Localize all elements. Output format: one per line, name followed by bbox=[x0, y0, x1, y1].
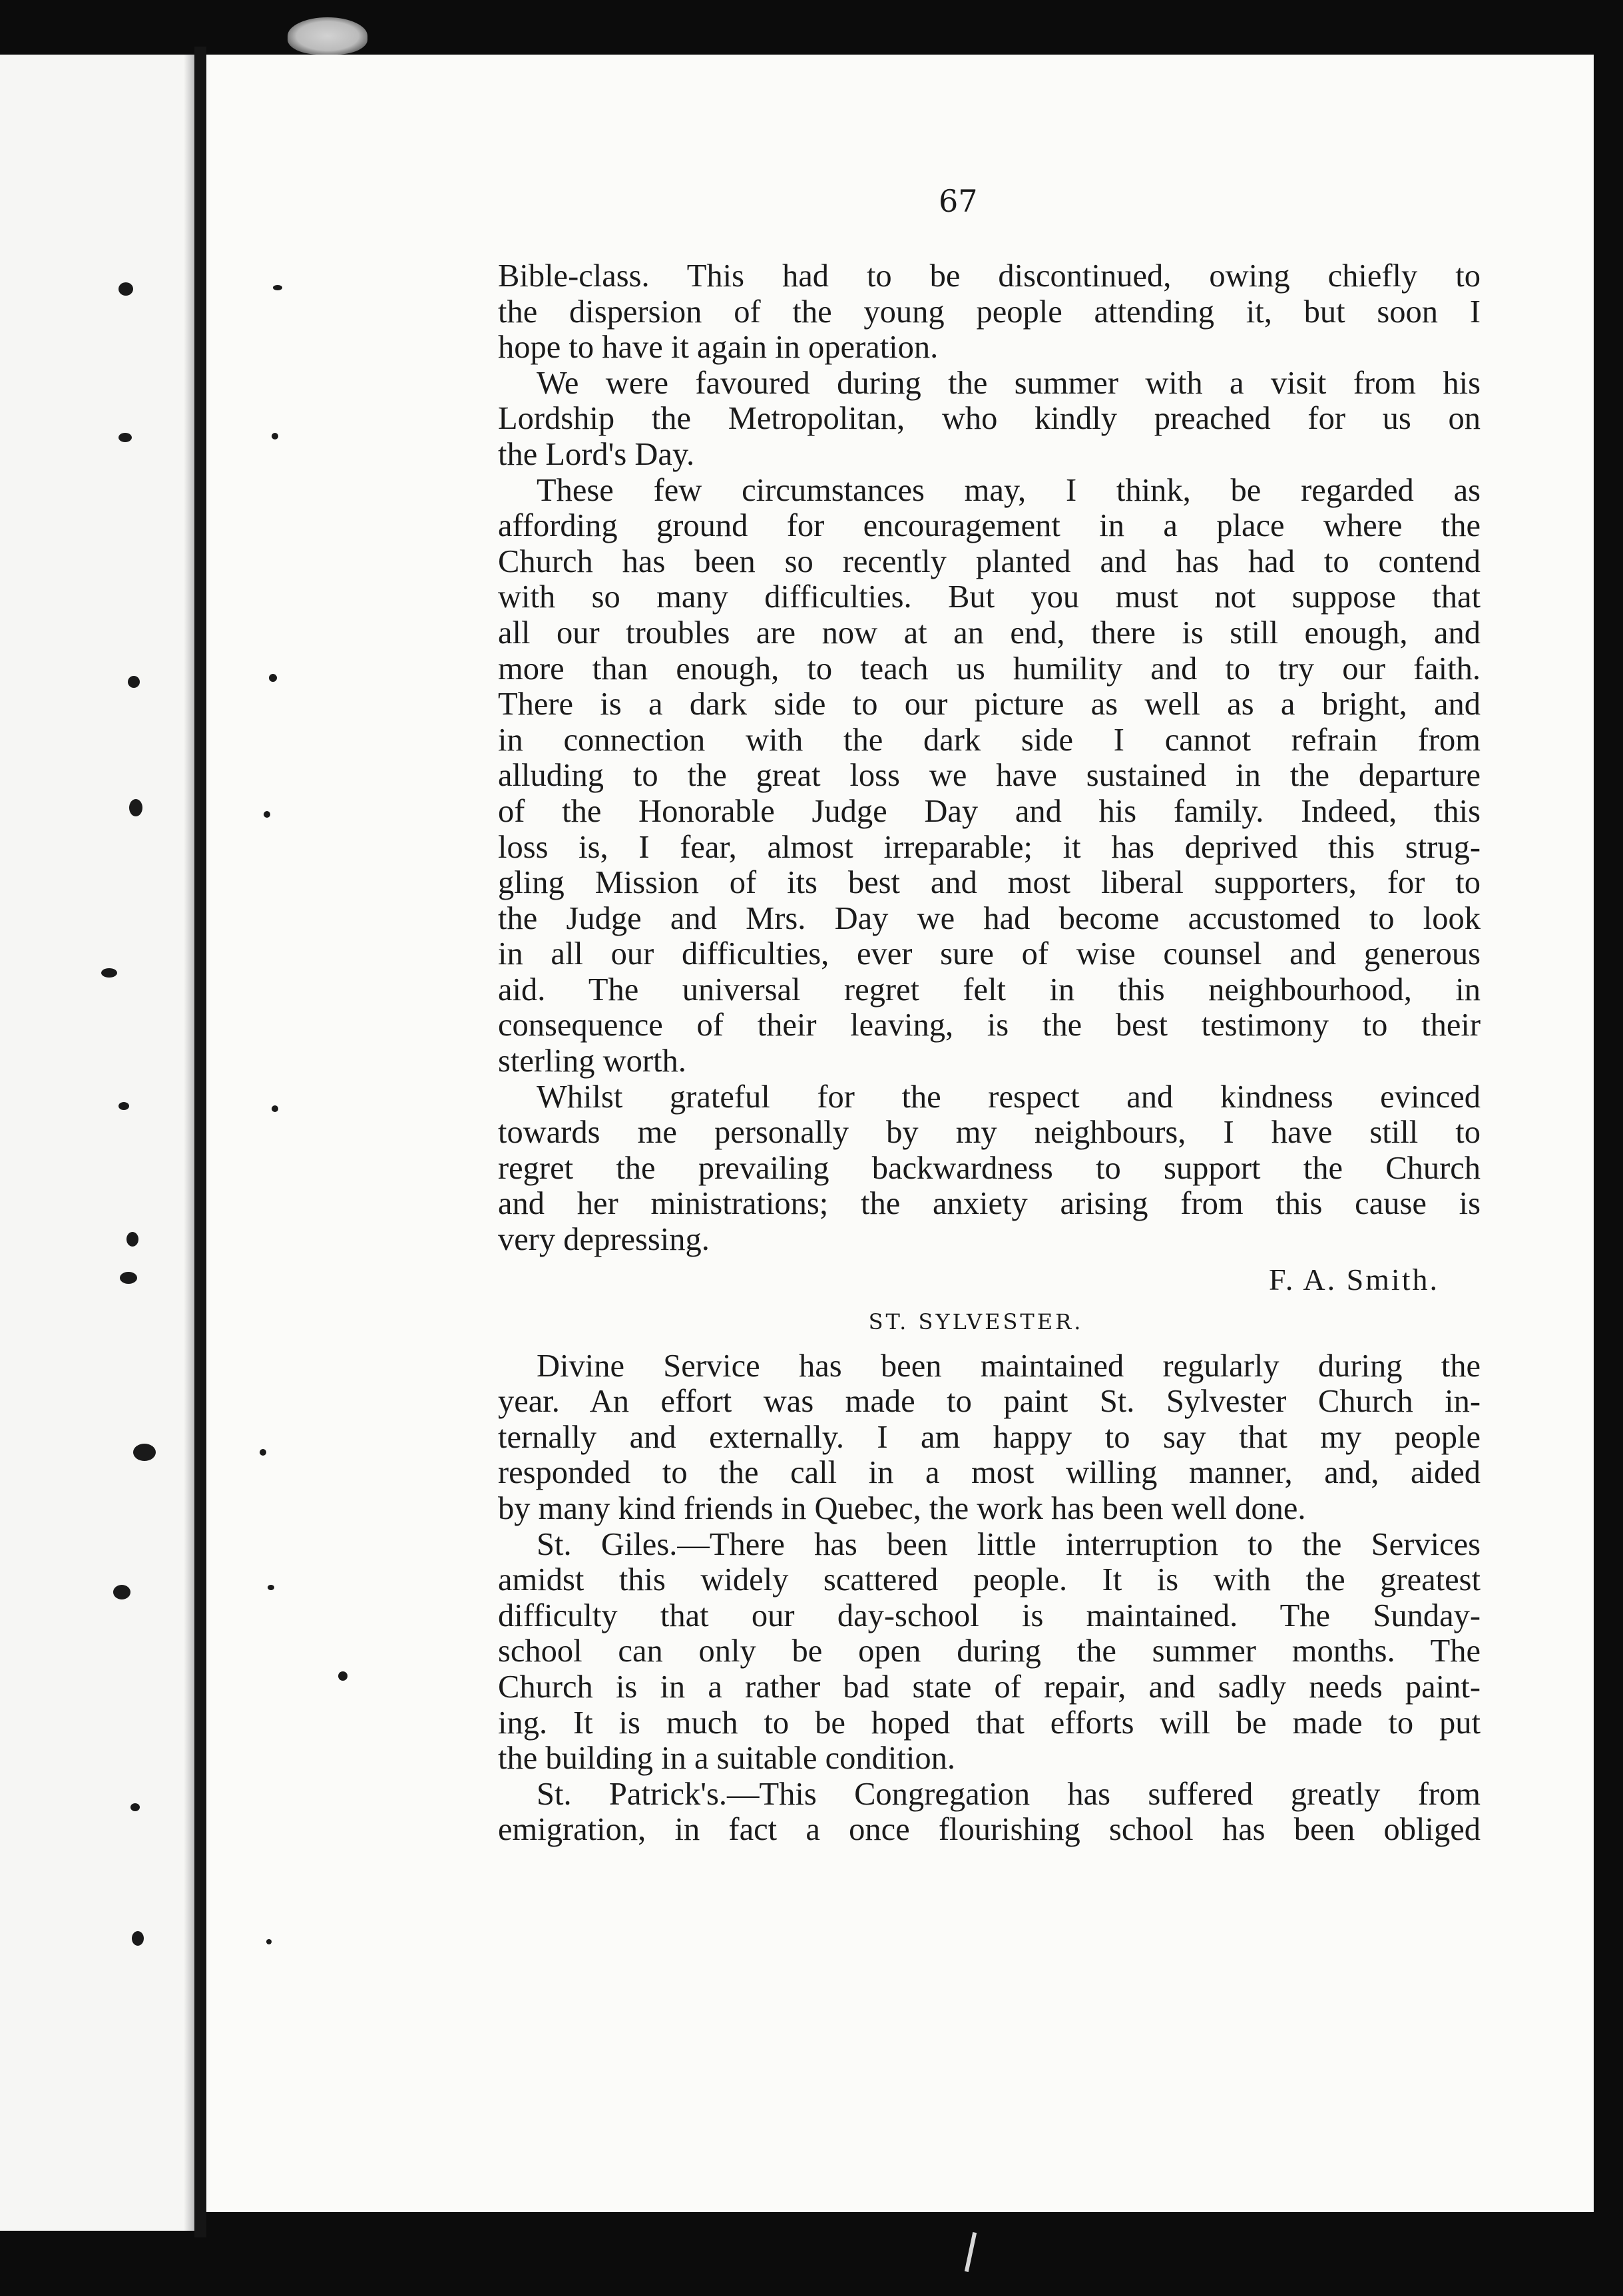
margin-speck bbox=[129, 799, 142, 816]
text-line: gling Mission of its best and most liberal supporters, for to bbox=[498, 865, 1481, 901]
margin-speck bbox=[268, 1585, 274, 1590]
text-line: the building in a suitable condition. bbox=[498, 1741, 955, 1777]
paragraph bbox=[498, 1527, 1481, 1777]
binding-ornament bbox=[288, 17, 367, 55]
text-line: emigration, in fact a once flourishing school has been obliged bbox=[498, 1812, 1481, 1848]
text-line: the Judge and Mrs. Day we had become accustomed to look bbox=[498, 900, 1481, 936]
margin-speck bbox=[118, 1102, 129, 1110]
text-line: regret the prevailing backwardness to support the Church bbox=[498, 1150, 1481, 1186]
book-gutter bbox=[194, 47, 206, 2237]
text-line: responded to the call in a most willing manner, and, aided bbox=[498, 1455, 1481, 1491]
text-line: ing. It is much to be hoped that efforts will be made to put bbox=[498, 1705, 1481, 1741]
paragraph bbox=[498, 1079, 1481, 1258]
paragraph bbox=[498, 366, 1481, 473]
text-line: There is a dark side to our picture as well as a bright, and bbox=[498, 687, 1481, 722]
scan-artifact bbox=[965, 2232, 977, 2272]
page-body bbox=[498, 258, 1481, 1848]
paragraph bbox=[498, 1348, 1481, 1527]
text-line: We were favoured during the summer with a visit from his bbox=[537, 365, 1481, 401]
text-line: in all our difficulties, ever sure of wise counsel and generous bbox=[498, 936, 1481, 972]
margin-speck bbox=[273, 285, 282, 290]
text-line: St. Patrick's.—This Congregation has suffered greatly from bbox=[537, 1776, 1481, 1812]
text-line: of the Honorable Judge Day and his family. Indeed, this bbox=[498, 793, 1481, 829]
page-number: 67 bbox=[939, 183, 978, 219]
facing-page bbox=[0, 55, 194, 2231]
text-line: more than enough, to teach us humility and to try our faith. bbox=[498, 651, 1481, 687]
text-line: in connection with the dark side I cannot refrain from bbox=[498, 722, 1481, 758]
gutter-shadow bbox=[184, 55, 194, 2231]
text-line: Church is in a rather bad state of repair, and sadly needs paint- bbox=[498, 1669, 1481, 1705]
margin-speck bbox=[264, 811, 270, 818]
text-line: Church has been so recently planted and has had to contend bbox=[498, 543, 1481, 579]
margin-speck bbox=[272, 433, 278, 439]
margin-speck bbox=[118, 433, 132, 442]
text-line: Divine Service has been maintained regularly during the bbox=[537, 1348, 1481, 1384]
margin-speck bbox=[132, 1931, 144, 1946]
paragraph bbox=[498, 1777, 1481, 1848]
margin-speck bbox=[272, 1105, 278, 1112]
text-line: and her ministrations; the anxiety arising from this cause is bbox=[498, 1186, 1481, 1222]
text-line: Lordship the Metropolitan, who kindly preached for us on bbox=[498, 401, 1481, 437]
margin-speck bbox=[120, 1272, 137, 1284]
margin-speck bbox=[269, 674, 277, 682]
text-line: with so many difficulties. But you must not suppose that bbox=[498, 579, 1481, 615]
margin-speck bbox=[130, 1803, 140, 1811]
margin-speck bbox=[128, 676, 140, 688]
text-line: consequence of their leaving, is the best testimony to their bbox=[498, 1007, 1481, 1043]
text-line: aid. The universal regret felt in this neighbourhood, in bbox=[498, 972, 1481, 1007]
margin-speck bbox=[118, 282, 133, 296]
text-line: year. An effort was made to paint St. Sylvester Church in- bbox=[498, 1384, 1481, 1420]
margin-speck bbox=[113, 1585, 130, 1599]
text-line: very depressing. bbox=[498, 1222, 710, 1258]
paragraph bbox=[498, 473, 1481, 1079]
paragraph bbox=[498, 258, 1481, 366]
text-line: sterling worth. bbox=[498, 1043, 686, 1079]
text-line: Whilst grateful for the respect and kindness evinced bbox=[537, 1079, 1481, 1115]
margin-speck bbox=[338, 1671, 348, 1681]
margin-speck bbox=[101, 968, 117, 978]
text-line: ternally and externally. I am happy to say that my people bbox=[498, 1419, 1481, 1455]
text-line: amidst this widely scattered people. It is with the greatest bbox=[498, 1562, 1481, 1598]
text-line: by many kind friends in Quebec, the work has been well done. bbox=[498, 1491, 1306, 1526]
text-line: all our troubles are now at an end, there is still enough, and bbox=[498, 615, 1481, 651]
text-line: affording ground for encouragement in a place where the bbox=[498, 508, 1481, 544]
section-heading: ST. SYLVESTER. bbox=[868, 1308, 1084, 1334]
signature: F. A. Smith. bbox=[1268, 1262, 1439, 1296]
text-line: school can only be open during the summer months. The bbox=[498, 1633, 1481, 1669]
margin-speck bbox=[266, 1939, 272, 1944]
text-line: alluding to the great loss we have sustained in the departure bbox=[498, 758, 1481, 794]
text-line: These few circumstances may, I think, be regarded as bbox=[537, 472, 1481, 508]
margin-speck bbox=[260, 1449, 266, 1456]
text-line: towards me personally by my neighbours, I have still to bbox=[498, 1115, 1481, 1151]
text-line: loss is, I fear, almost irreparable; it has deprived this strug- bbox=[498, 829, 1481, 865]
margin-speck bbox=[126, 1232, 138, 1247]
text-line: St. Giles.—There has been little interruption to the Services bbox=[537, 1526, 1481, 1562]
text-line: the Lord's Day. bbox=[498, 436, 695, 472]
margin-speck bbox=[133, 1444, 156, 1461]
text-line: difficulty that our day-school is maintained. The Sunday- bbox=[498, 1597, 1481, 1633]
text-line: hope to have it again in operation. bbox=[498, 330, 939, 366]
text-line: Bible-class. This had to be discontinued, owing chiefly to bbox=[498, 258, 1481, 294]
text-line: the dispersion of the young people attending it, but soon I bbox=[498, 294, 1481, 330]
